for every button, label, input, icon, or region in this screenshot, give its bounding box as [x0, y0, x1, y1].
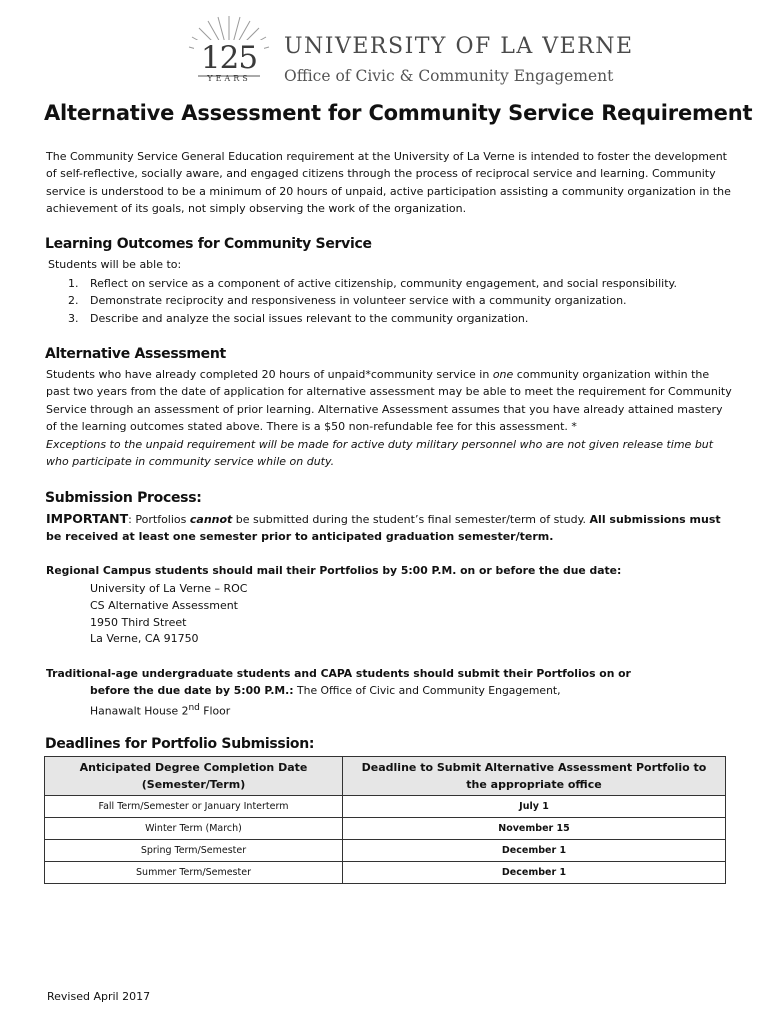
important-note [46, 510, 736, 546]
badge-years: YEARS [207, 74, 251, 83]
trad-line2-bold: before the due date by 5:00 P.M.: [90, 684, 294, 698]
outcomes-list [68, 275, 677, 327]
header-line: Anticipated Degree Completion Date [79, 761, 308, 774]
table-header-row [45, 757, 726, 796]
trad-line2-normal: The Office of Civic and Community Engagement, [293, 684, 561, 698]
alt-text-a: Students who have already completed 20 hours of unpaid*community service in [46, 368, 493, 381]
header-line: the appropriate office [466, 778, 602, 791]
important-label: IMPORTANT [46, 511, 129, 526]
deadline-cell: July 1 [343, 796, 726, 818]
table-row [45, 796, 726, 818]
address-line: CS Alternative Assessment [90, 598, 238, 612]
deadlines-heading: Deadlines for Portfolio Submission: [45, 736, 315, 752]
trad-line3-sup: nd [188, 702, 200, 713]
mailing-address [90, 581, 247, 648]
anniversary-logo [188, 14, 270, 98]
table-row [45, 840, 726, 862]
intro-paragraph: The Community Service General Education requirement at the University of La Verne is intended to foster the development of self-reflective, socially aware, and engaged citizens through the process of reciprocal service and learning. Community service is understood to be a minimum of 20 hours of unpaid, active participation assisting a community organization in the achievement of its goals, not simply observing the work of the organization. [46, 150, 731, 216]
term-cell: Spring Term/Semester [45, 840, 343, 862]
address-line: 1950 Third Street [90, 615, 187, 629]
office-name: Office of Civic & Community Engagement [284, 67, 614, 85]
alt-emphasis: one [492, 368, 514, 381]
trad-line3-text: Hanawalt House 2 [90, 704, 189, 718]
trad-line2 [46, 682, 631, 699]
alternative-paragraph [46, 366, 736, 470]
table-row [45, 818, 726, 840]
list-text: Demonstrate reciprocity and responsiveness in volunteer service with a community organization. [90, 294, 627, 308]
submission-heading: Submission Process: [45, 490, 202, 506]
header-line: (Semester/Term) [141, 778, 246, 791]
term-cell: Fall Term/Semester or January Interterm [45, 796, 343, 818]
outcomes-lead: Students will be able to: [48, 258, 182, 271]
important-colon: : [128, 513, 132, 526]
list-number: 2. [68, 294, 79, 308]
term-cell: Winter Term (March) [45, 818, 343, 840]
badge-number: 125 [200, 40, 258, 76]
trad-line3-end: Floor [199, 704, 231, 718]
list-text: Describe and analyze the social issues relevant to the community organization. [90, 311, 529, 325]
list-number: 1. [68, 277, 79, 290]
table-row [45, 862, 726, 884]
alternative-heading: Alternative Assessment [45, 346, 226, 362]
deadline-cell: December 1 [343, 862, 726, 884]
column-header-deadline [343, 757, 726, 796]
list-item [68, 292, 677, 309]
term-cell: Summer Term/Semester [45, 862, 343, 884]
important-text-b: be submitted during the student’s final semester/term of study. [232, 513, 590, 526]
column-header-completion [45, 757, 343, 796]
list-item [68, 310, 677, 327]
list-item [68, 275, 677, 292]
list-number: 3. [68, 311, 79, 325]
address-line: University of La Verne – ROC [90, 582, 248, 595]
exceptions-note: Exceptions to the unpaid requirement will be made for active duty military personnel who are not given release time but who participate in community service while on duty. [46, 437, 714, 469]
outcomes-heading: Learning Outcomes for Community Service [45, 236, 372, 252]
regional-campus-instructions: Regional Campus students should mail their Portfolios by 5:00 P.M. on or before the due date: [46, 564, 622, 577]
university-name: UNIVERSITY OF LA VERNE [284, 34, 634, 59]
important-bold-text: All submissions must be received at least one semester prior to anticipated graduation semester/term. [46, 513, 721, 544]
deadlines-table [44, 756, 726, 884]
list-text: Reflect on service as a component of active citizenship, community engagement, and social responsibility. [90, 277, 677, 290]
alt-text-b: community organization within the past two years from the date of application for alternative assessment may be able to meet the requirement for Community Service through an assessment of prior learning. Alternative Assessment assumes that you have already attained mastery of the learning outcomes stated above. There is a $50 non-refundable fee for this assessment. * [46, 368, 732, 434]
cannot-emphasis: cannot [189, 513, 233, 526]
traditional-instructions [46, 665, 631, 720]
deadline-cell: November 15 [343, 818, 726, 840]
deadline-cell: December 1 [343, 840, 726, 862]
revision-date: Revised April 2017 [47, 990, 151, 1003]
important-text-a: Portfolios [131, 513, 190, 526]
header-line: Deadline to Submit Alternative Assessment Portfolio to [361, 761, 707, 774]
trad-line1: Traditional-age undergraduate students and CAPA students should submit their Portfolios on or [46, 667, 631, 680]
address-line: La Verne, CA 91750 [90, 632, 199, 646]
trad-line3 [46, 700, 631, 720]
page-title: Alternative Assessment for Community Service Requirement [44, 101, 753, 125]
